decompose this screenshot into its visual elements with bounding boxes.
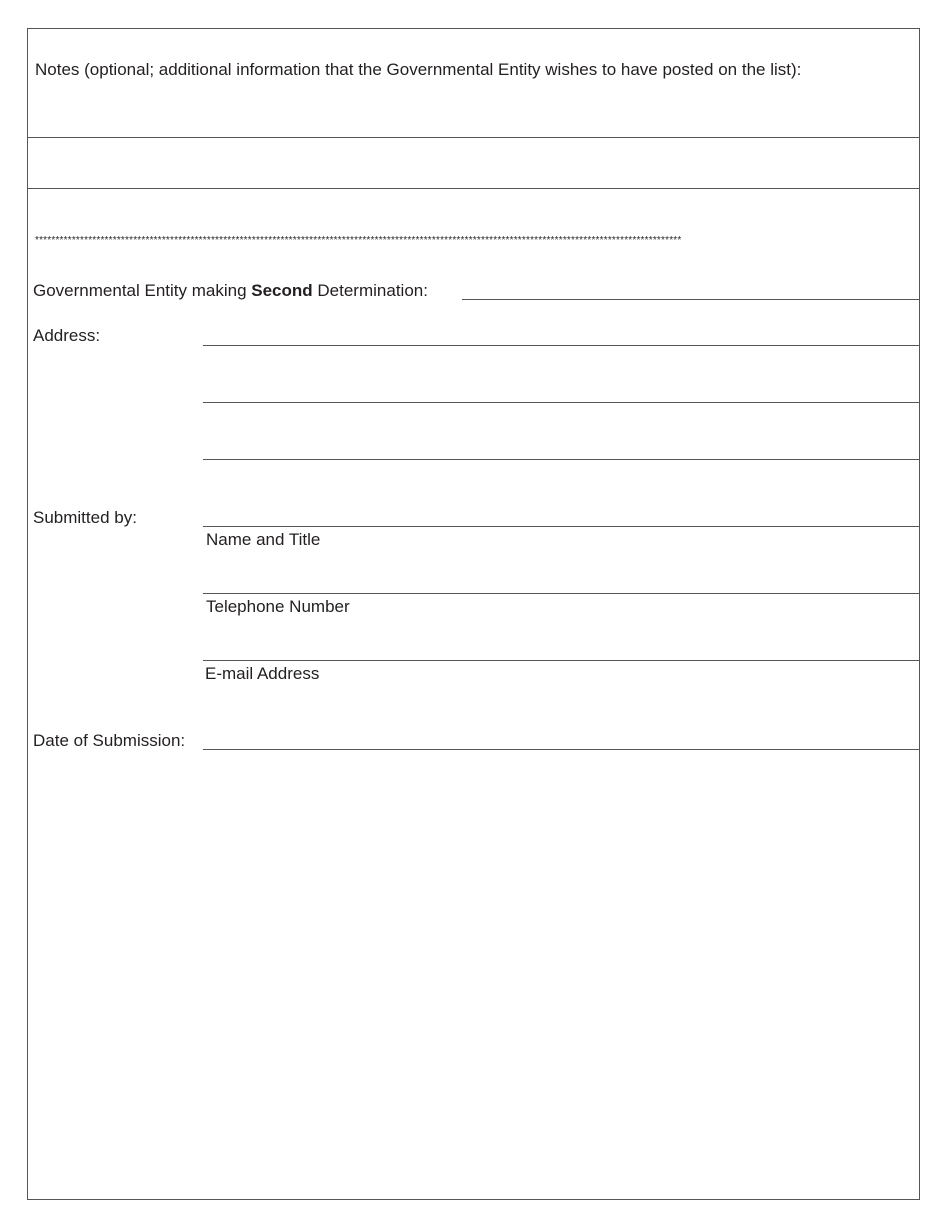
second-determination-label-prefix: Governmental Entity making [33,281,252,300]
date-of-submission-field[interactable] [203,749,920,750]
name-title-caption: Name and Title [206,530,321,549]
second-determination-label [33,281,428,301]
date-of-submission-label: Date of Submission: [33,731,186,750]
name-title-field[interactable] [203,526,920,527]
address-label: Address: [33,326,101,345]
asterisk-separator: ************************************************************************************************************************************************************** [35,235,682,246]
telephone-field[interactable] [203,593,920,594]
second-determination-label-bold: Second [251,281,313,300]
email-field[interactable] [203,660,920,661]
second-determination-label-suffix: Determination: [312,281,428,300]
submitted-by-label: Submitted by: [33,508,137,527]
second-determination-field[interactable] [462,299,920,300]
address-line-3[interactable] [203,459,920,460]
notes-input-area[interactable] [28,138,919,188]
address-line-2[interactable] [203,402,920,403]
telephone-caption: Telephone Number [206,597,350,616]
notes-divider-bottom [27,188,920,189]
form-frame [27,28,920,1200]
email-caption: E-mail Address [205,664,320,683]
notes-label: Notes (optional; additional information that the Governmental Entity wishes to have posted on the list): [35,60,802,79]
address-line-1[interactable] [203,345,920,346]
